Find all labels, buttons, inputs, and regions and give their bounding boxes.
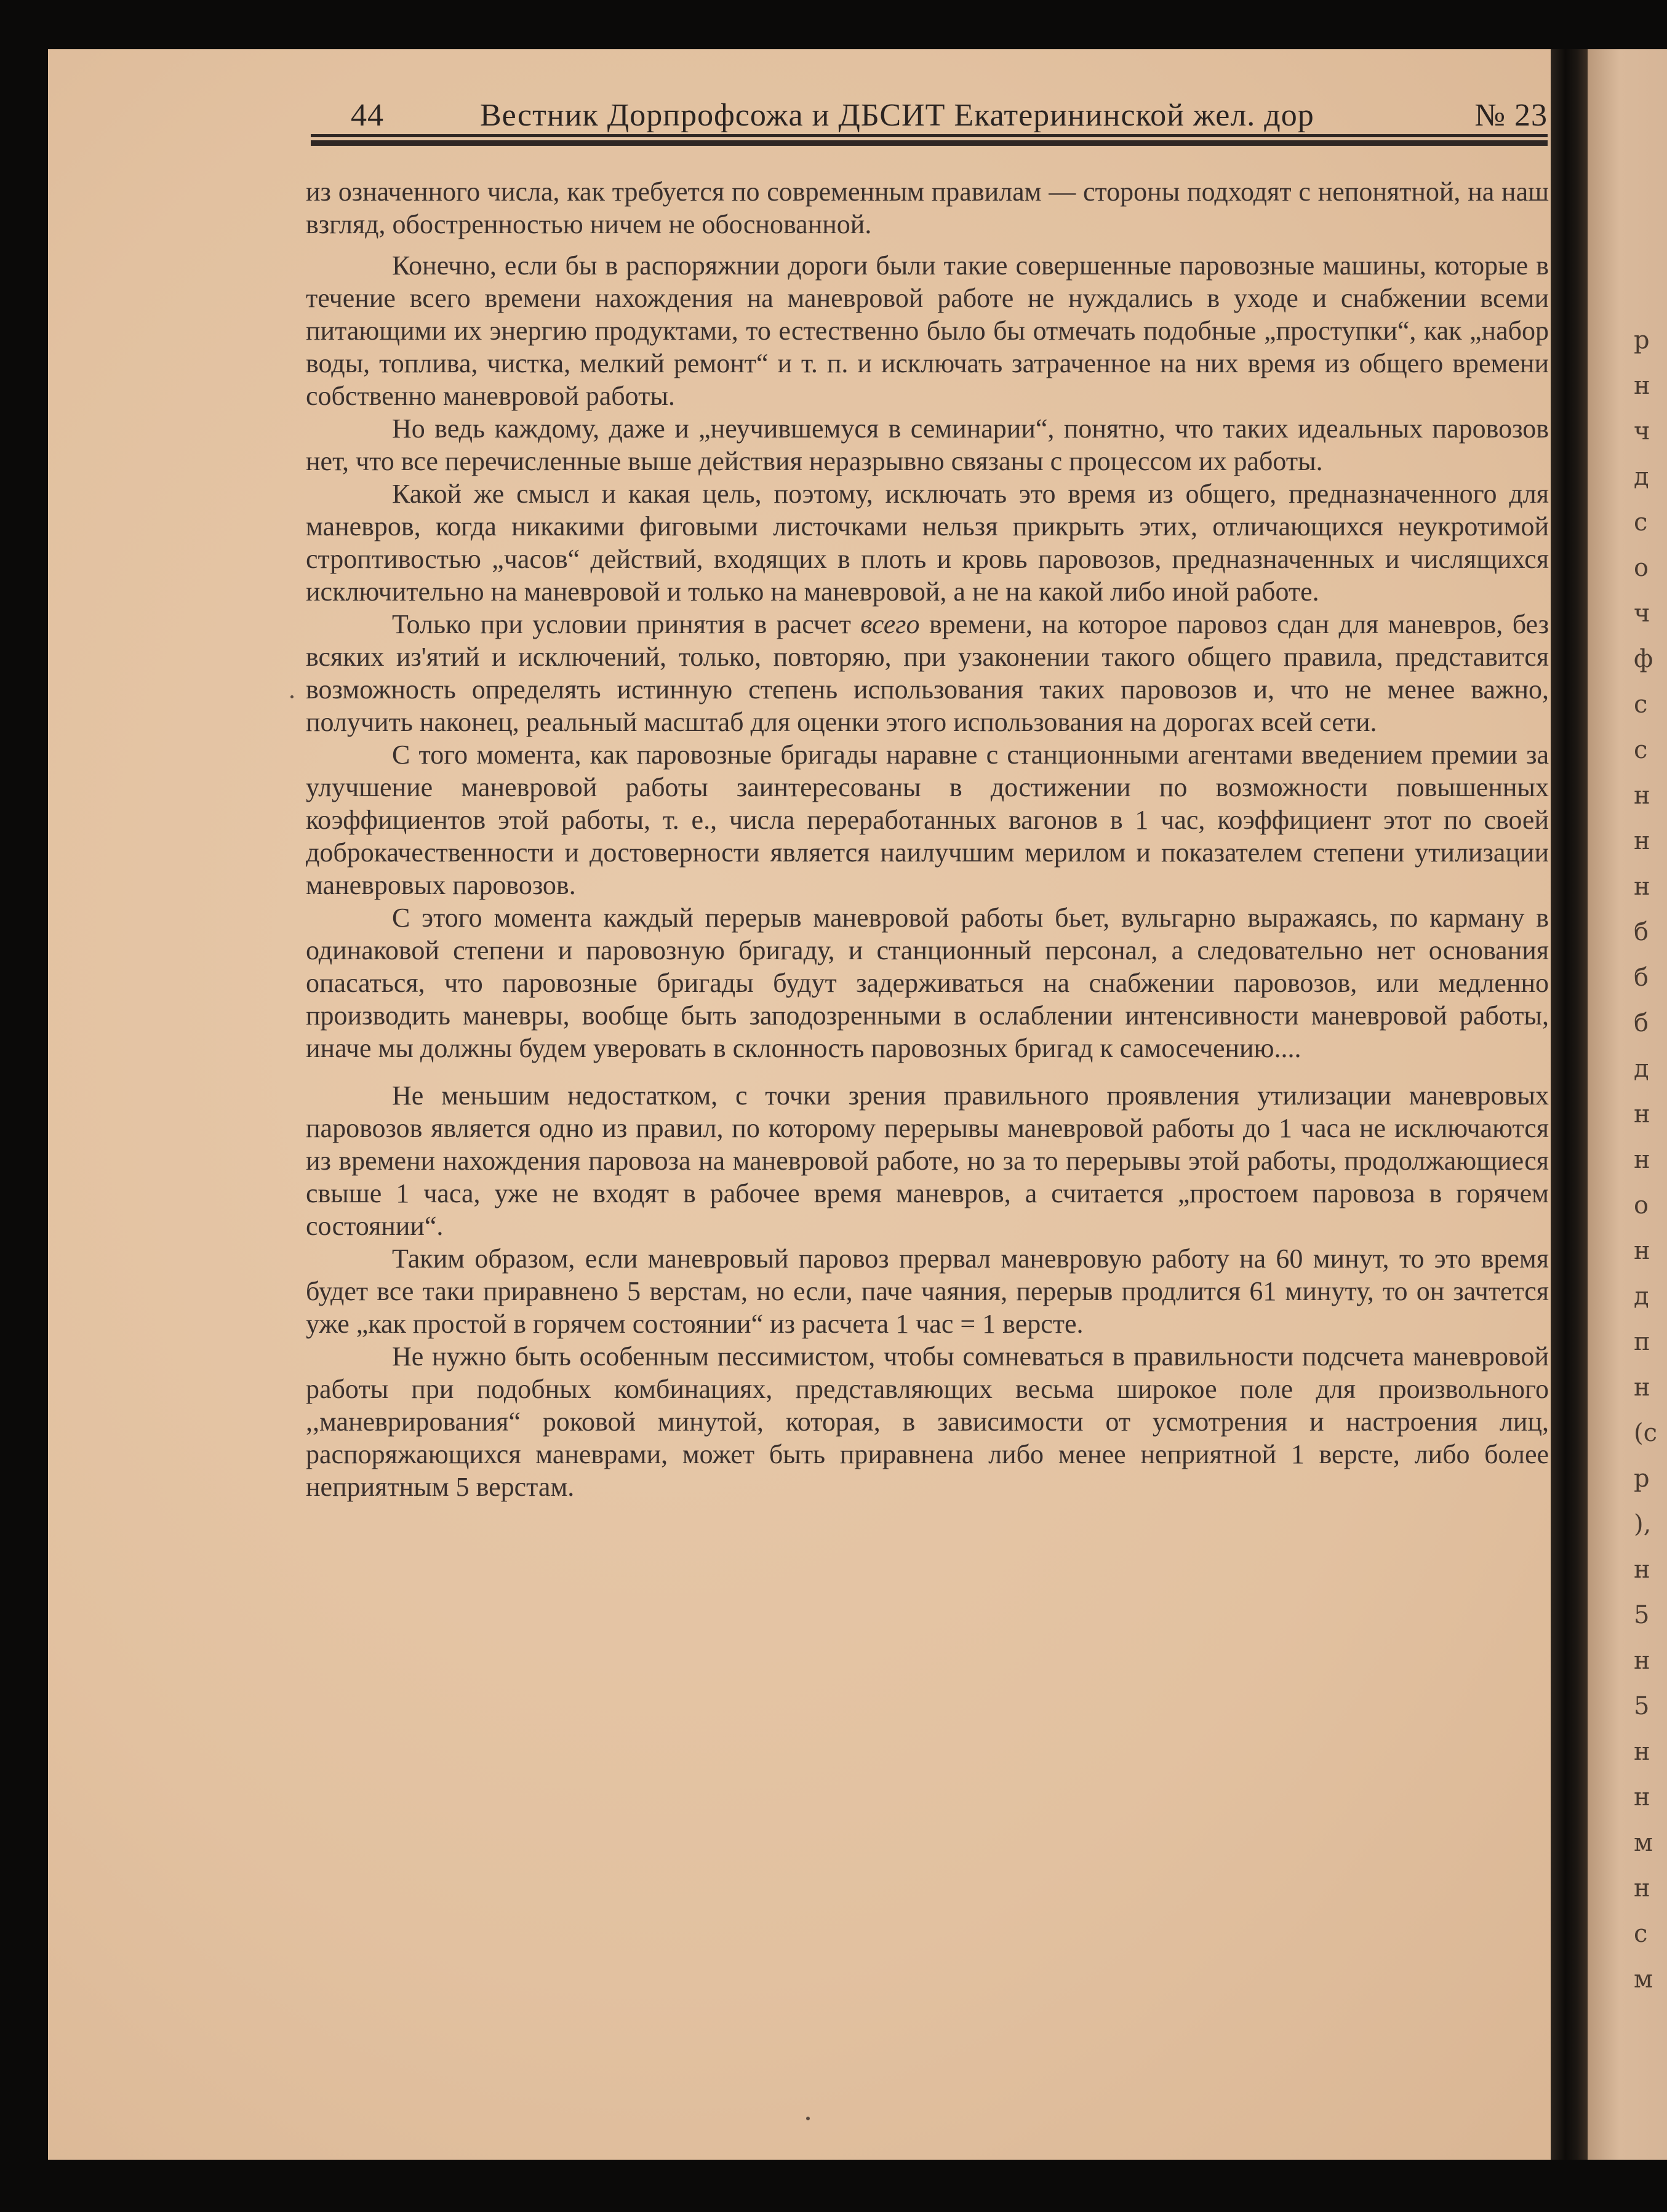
facing-page-glyph: н [1634, 372, 1650, 400]
facing-page-glyph: ч [1634, 417, 1650, 445]
paragraph-2: Конечно, если бы в распоряжнии дороги были такие совершенные паровозные машины, которые в течение всего времени нахождения на маневровой работе не нуждались в уходе и снабжении всеми питающими их энергию продуктами, то естественно было бы отмечать подобные „проступки“, как „набор воды, топлива, чистка, мелкий ремонт“ и т. п. и исключать затраченное на них время из общего времени собственно маневровой работы. [306, 250, 1549, 411]
facing-page-glyph: н [1634, 1874, 1650, 1903]
paragraph-9: Таким образом, если маневровый паровоз прервал маневровую работу на 60 минут, то это время будет все таки приравнено 5 верстам, но если, паче чаяния, перерыв продлится 61 минуту, то он зачтется уже „как простой в горячем состоянии“ из расчета 1 час = 1 версте. [306, 1244, 1549, 1339]
paragraph-1: из означенного числа, как требуется по современным правилам — стороны подходят с непонятной, на наш взгляд, обостренностью ничем не обоснованной. [306, 177, 1549, 239]
facing-page-glyph: н [1634, 1647, 1650, 1675]
paragraph-6: С того момента, как паровозные бригады наравне с станционными агентами введением премии за улучшение маневровой работы заинтересованы в достижении по возможности повышенных коэффициентов этой работы, т. е., числа переработанных вагонов в 1 час, коэффициент этот по своей доброкачественности и достоверности является наилучшим мерилом и показателем степени утилизации маневровых паровозов. [306, 740, 1549, 900]
header-rule-thin [311, 134, 1548, 137]
facing-page-edge [1588, 49, 1667, 2160]
facing-page-glyph: д [1634, 1055, 1649, 1083]
facing-page-glyph: м [1634, 1965, 1653, 1994]
paragraph-10: Не нужно быть особенным пессимистом, чтобы сомневаться в правильности подсчета маневровой работы при подобных комбинациях, представляющих весьма широкое поле для произвольного ,,маневрирования“ роковой минутой, которая, в зависимости от усмотрения и настроения лиц, распоряжающихся маневрами, может быть приравнена либо менее неприятной 1 версте, либо более неприятным 5 верстам. [306, 1341, 1549, 1502]
facing-page-glyph: н [1634, 827, 1650, 855]
facing-page-glyph: с [1634, 508, 1648, 537]
facing-page-glyph: о [1634, 554, 1649, 582]
facing-page-glyph: (с [1634, 1419, 1658, 1447]
facing-page-glyph: 5 [1634, 1692, 1650, 1720]
article-body [306, 175, 1549, 1503]
facing-page-glyph: н [1634, 1237, 1650, 1265]
facing-page-glyph: ф [1634, 645, 1653, 673]
paragraph-8: Не меньшим недостатком, с точки зрения правильного проявления утилизации маневровых паровозов является одно из правил, по которому перерывы маневровой работы до 1 часа не исключаются из времени нахождения паровоза на маневровой работе, но за то перерывы этой работы, продолжающиеся свыше 1 часа, уже не входят в рабочее время маневров, а считается „простоем паровоза в горячем состоянии“. [306, 1080, 1549, 1241]
facing-page-glyph: н [1634, 1738, 1650, 1766]
facing-page-glyph: 5 [1634, 1601, 1650, 1629]
facing-page-glyph: с [1634, 1920, 1648, 1948]
facing-page-glyph: н [1634, 1373, 1650, 1402]
facing-page-glyph: б [1634, 1009, 1649, 1037]
facing-page-glyph: н [1634, 872, 1650, 901]
issue-number: № 23 [1474, 98, 1548, 133]
facing-page-glyph: м [1634, 1829, 1653, 1857]
paragraph-3: Но ведь каждому, даже и „неучившемуся в семинарии“, понятно, что таких идеальных паровозов нет, что все перечисленные выше действия неразрывно связаны с процессом их работы. [306, 413, 1549, 476]
paper-speck [806, 2117, 810, 2120]
page-number: 44 [351, 98, 384, 133]
facing-page-glyph: н [1634, 1100, 1650, 1128]
facing-page-glyph: д [1634, 463, 1649, 491]
journal-title: Вестник Дорпрофсожа и ДБСИТ Екатерининской жел. дор [480, 98, 1314, 133]
facing-page-glyph: о [1634, 1191, 1649, 1220]
facing-page-glyph: б [1634, 964, 1649, 992]
facing-page-glyph: р [1634, 1464, 1650, 1493]
facing-page-glyph: н [1634, 1783, 1650, 1811]
facing-page-glyph: н [1634, 781, 1650, 810]
facing-page-glyph: с [1634, 736, 1648, 764]
facing-page-glyph: ч [1634, 599, 1650, 628]
paragraph-5: Только при условии принятия в расчет всего времени, на которое паровоз сдан для маневров, без всяких из'ятий и исключений, только, повторяю, при узаконении такого общего правила, представится возможность определять истинную степень использования таких паровозов и, что не менее важно, получить наконец, реальный масштаб для оценки этого использования на дорогах всей сети. [306, 609, 1549, 737]
facing-page-glyph: п [1634, 1328, 1650, 1356]
header-rule-thick [311, 140, 1548, 146]
paragraph-4: Какой же смысл и какая цель, поэтому, исключать это время из общего, предназначенного для маневров, когда никакими фиговыми листочками нельзя прикрыть этих, отличающихся неукротимой строптивостью „часов“ действий, входящих в плоть и кровь паровозов, предназначенных и числящихся исключительно на маневровой и только на маневровой, а не на какой либо иной работе. [306, 479, 1549, 607]
facing-page-glyph: р [1634, 326, 1650, 354]
facing-page-glyph: б [1634, 918, 1649, 946]
book-gutter [1551, 49, 1588, 2160]
facing-page-glyph: д [1634, 1282, 1649, 1311]
facing-page-glyph: н [1634, 1555, 1650, 1584]
facing-page-glyph: с [1634, 690, 1648, 719]
facing-page-glyph: н [1634, 1146, 1650, 1174]
paragraph-7: С этого момента каждый перерыв маневровой работы бьет, вульгарно выражаясь, по карману в одинаковой степени и паровозную бригаду, и станционный персонал, а следовательно нет основания опасаться, что паровозные бригады будут задерживаться на снабжении паровозов, или медленно производить маневры, вообще быть заподозренными в ослаблении интенсивности маневровой работы, иначе мы должны будем уверовать в склонность паровозных бригад к самосечению.... [306, 903, 1549, 1063]
facing-page-glyph: ), [1634, 1510, 1652, 1538]
emphasis-text: всего [860, 609, 920, 639]
paper-speck [290, 695, 294, 698]
